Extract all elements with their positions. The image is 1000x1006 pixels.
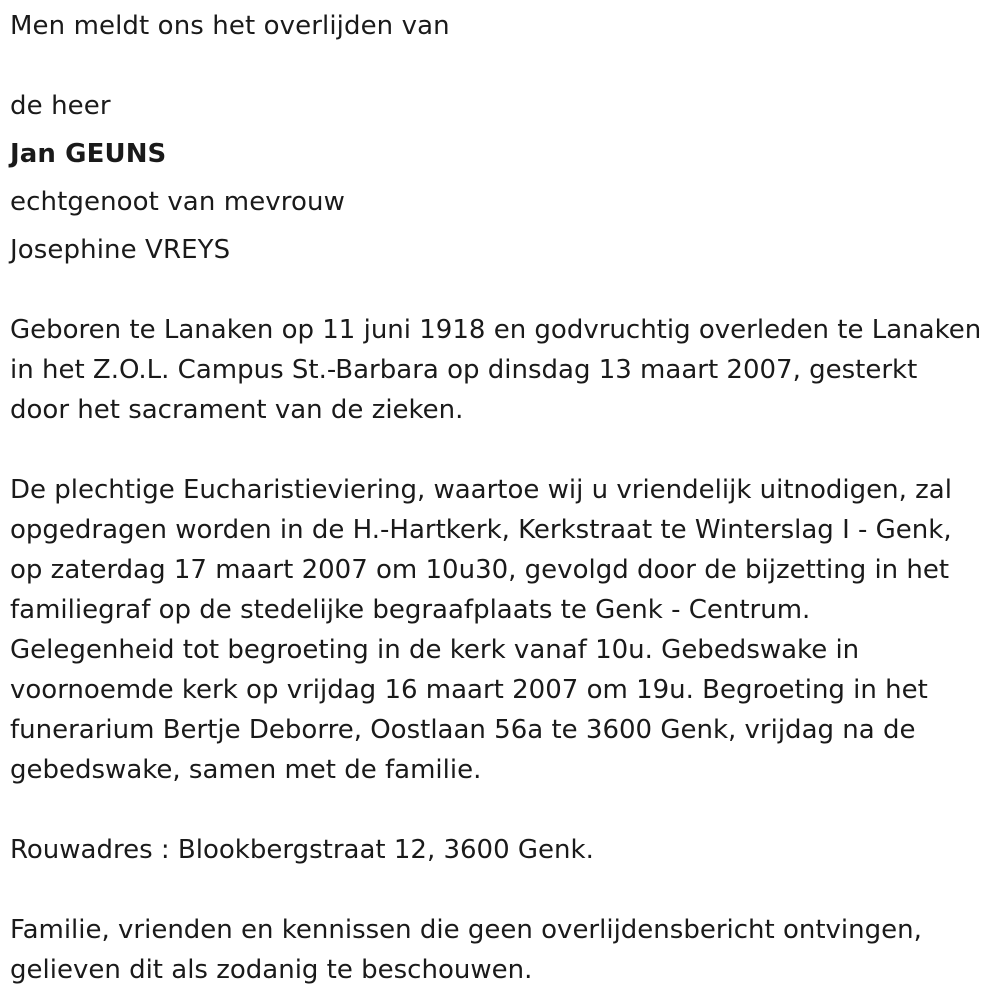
service-line: gebedswake, samen met de familie. [10,755,482,785]
service-line: Gelegenheid tot begroeting in de kerk vanaf 10u. Gebedswake in [10,635,860,665]
birth-line: in het Z.O.L. Campus St.-Barbara op dinsdag 13 maart 2007, gesterkt [10,355,918,385]
birth-line: Geboren te Lanaken op 11 juni 1918 en godvruchtig overleden te Lanaken [10,315,982,345]
closing-line: gelieven dit als zodanig te beschouwen. [10,955,533,985]
closing-paragraph [10,910,990,990]
mourning-address: Rouwadres : Blookbergstraat 12, 3600 Genk. [10,835,594,865]
closing-line: Familie, vrienden en kennissen die geen overlijdensbericht ontvingen, [10,915,922,945]
service-line: op zaterdag 17 maart 2007 om 10u30, gevolgd door de bijzetting in het [10,555,950,585]
service-line: voornoemde kerk op vrijdag 16 maart 2007 om 19u. Begroeting in het [10,675,928,705]
birth-death-paragraph [10,310,990,430]
service-line: funerarium Bertje Deborre, Oostlaan 56a te 3600 Genk, vrijdag na de [10,715,916,745]
service-paragraph [10,470,990,790]
spouse-label: echtgenoot van mevrouw [10,187,345,217]
service-line: familiegraf op de stedelijke begraafplaats te Genk - Centrum. [10,595,811,625]
deceased-name: Jan GEUNS [10,139,167,169]
intro-text: Men meldt ons het overlijden van [10,11,450,41]
honorific: de heer [10,91,111,121]
service-line: De plechtige Eucharistieviering, waartoe wij u vriendelijk uitnodigen, zal [10,475,952,505]
spouse-name: Josephine VREYS [10,235,231,265]
birth-line: door het sacrament van de zieken. [10,395,464,425]
service-line: opgedragen worden in de H.-Hartkerk, Kerkstraat te Winterslag I - Genk, [10,515,952,545]
address-paragraph [10,830,990,870]
